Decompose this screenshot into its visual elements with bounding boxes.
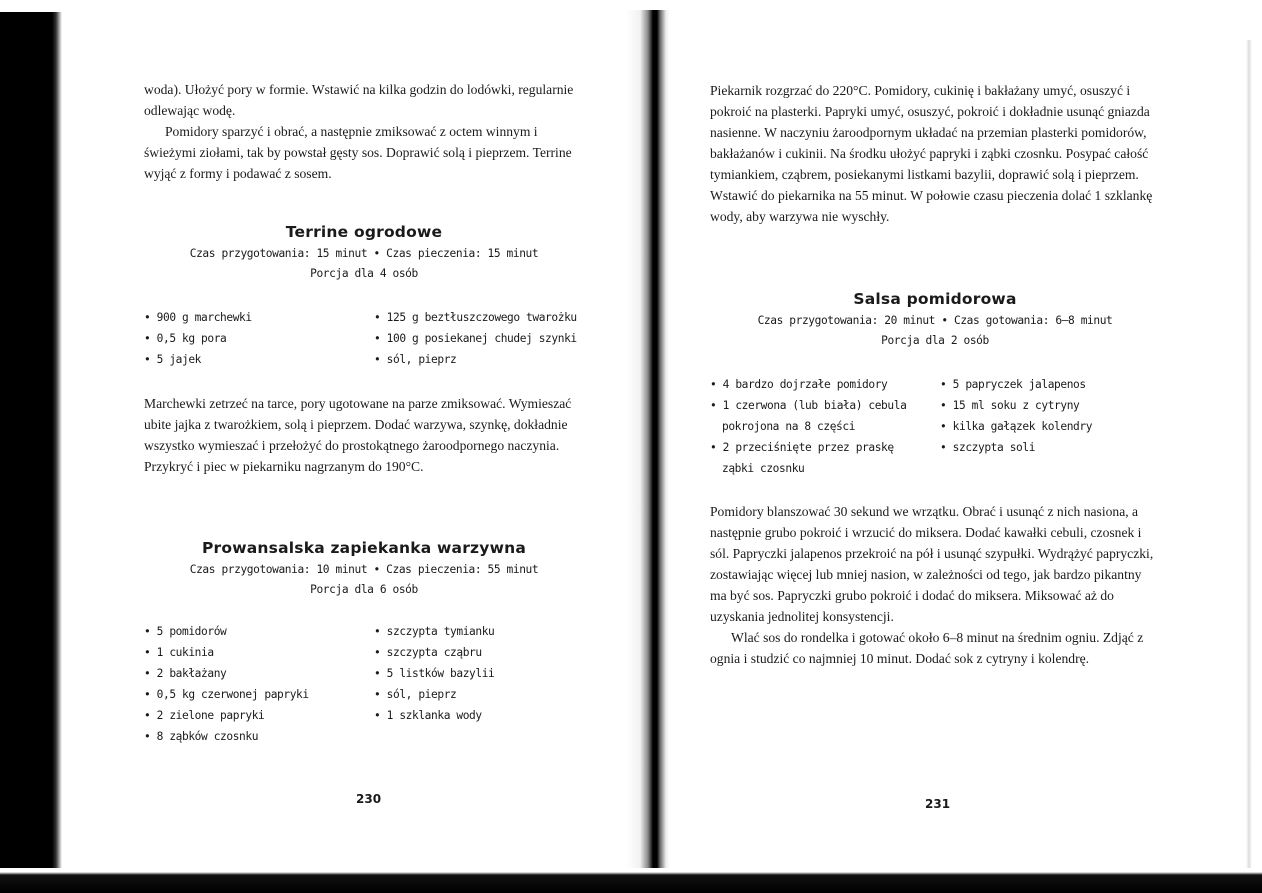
ingredient [710, 374, 940, 395]
ingredient: • szczypta soli [940, 437, 1092, 458]
ingredient: • 5 jajek [144, 349, 374, 370]
paragraph: Marchewki zetrzeć na tarce, pory ugotowane na parze zmiksować. Wymieszać ubite jajka z twarożkiem, solą i pieprzem. Dodać warzywa, szynkę, dokładnie wszystko wymieszać i przełożyć do prostokątnego żaroodpornego naczynia. Przykryć i piec w piekarniku nagrzanym do 190°C. [144, 396, 572, 474]
book-gutter [626, 10, 670, 880]
recipe-title: Terrine ogrodowe [285, 223, 443, 241]
recipe-time: Czas przygotowania: 15 minut • Czas pieczenia: 15 minut [189, 247, 539, 260]
ingredient: • 5 papryczek jalapenos [940, 374, 1092, 395]
recipe-servings: Porcja dla 2 osób [881, 334, 989, 347]
ingredient: • 900 g marchewki [144, 307, 374, 328]
recipe-title: Prowansalska zapiekanka warzywna [202, 539, 526, 557]
ingredient: • 0,5 kg czerwonej papryki [144, 684, 374, 705]
recipe-meta [710, 311, 1160, 351]
ingredient: • 0,5 kg pora [144, 328, 374, 349]
ingredients-column [374, 621, 494, 747]
ingredients-column [710, 374, 940, 479]
scan-edge-right [1240, 40, 1262, 880]
recipe-instructions [144, 393, 584, 477]
ingredient: • 15 ml soku z cytryny [940, 395, 1092, 416]
ingredient: • 100 g posiekanej chudej szynki [374, 328, 577, 349]
recipe-meta [144, 560, 584, 600]
ingredients-list [710, 374, 1160, 479]
ingredient [710, 437, 940, 479]
ingredient: • 2 bakłażany [144, 663, 374, 684]
ingredients-column [144, 621, 374, 747]
ingredients-list [144, 307, 584, 370]
ingredient [710, 395, 940, 437]
recipe-time: Czas przygotowania: 10 minut • Czas pieczenia: 55 minut [189, 563, 539, 576]
ingredient-text: 1 czerwona (lub biała) cebula [722, 399, 907, 412]
ingredient: • kilka gałązek kolendry [940, 416, 1092, 437]
ingredient: • 5 pomidorów [144, 621, 374, 642]
ingredients-column [374, 307, 577, 370]
scan-edge-bottom [0, 868, 1262, 893]
ingredient-text: 4 bardzo dojrzałe pomidory [722, 378, 888, 391]
left-intro-text [144, 79, 584, 184]
ingredient: • sól, pieprz [374, 349, 577, 370]
recipe-meta [144, 244, 584, 284]
paragraph: Pomidory sparzyć i obrać, a następnie zmiksować z octem winnym i świeżymi ziołami, tak by powstał gęsty sos. Doprawić solą i pieprzem. Terrine wyjąć z formy i podawać z sosem. [144, 124, 572, 181]
recipe-time: Czas przygotowania: 20 minut • Czas gotowania: 6–8 minut [757, 314, 1113, 327]
ingredient: • 5 listków bazylii [374, 663, 494, 684]
ingredient: • 1 szklanka wody [374, 705, 494, 726]
recipe-title: Salsa pomidorowa [853, 290, 1017, 308]
ingredients-column [144, 307, 374, 370]
ingredients-list [144, 621, 584, 747]
ingredient: • 125 g beztłuszczowego twarożku [374, 307, 577, 328]
recipe-servings: Porcja dla 6 osób [310, 583, 418, 596]
ingredient: • 1 cukinia [144, 642, 374, 663]
page-number: 230 [356, 792, 382, 806]
right-intro-text [710, 80, 1160, 227]
ingredient: • szczypta tymianku [374, 621, 494, 642]
page-number: 231 [925, 797, 951, 811]
paragraph: woda). Ułożyć pory w formie. Wstawić na kilka godzin do lodówki, regularnie odlewając wodę. [144, 82, 574, 118]
ingredient-continuation: ząbki czosnku [722, 462, 805, 475]
scan-edge-left [0, 0, 62, 893]
ingredient-continuation: pokrojona na 8 części [722, 420, 856, 433]
ingredients-column [940, 374, 1092, 479]
recipe-instructions [710, 501, 1160, 669]
paragraph: Piekarnik rozgrzać do 220°C. Pomidory, cukinię i bakłażany umyć, osuszyć i pokroić na plasterki. Papryki umyć, osuszyć, pokroić i dokładnie usunąć gniazda nasienne. W naczyniu żaroodpornym układać na przemian plasterki pomidorów, bakłażanów i cukinii. Na środku ułożyć papryki i ząbki czosnku. Posypać całość tymiankiem, cząbrem, posiekanymi listkami bazylii, doprawić solą i pieprzem. Wstawić do piekarnika na 55 minut. W połowie czasu pieczenia dolać 1 szklankę wody, aby warzywa nie wyschły. [710, 83, 1153, 224]
recipe-servings: Porcja dla 4 osób [310, 267, 418, 280]
paragraph: Pomidory blanszować 30 sekund we wrzątku. Obrać i usunąć z nich nasiona, a następnie grubo pokroić i wrzucić do miksera. Dodać kawałki cebuli, czosnek i sól. Papryczki jalapenos przekroić na pół i usunąć szypułki. Wydrążyć papryczki, zostawiając więcej lub mniej nasion, w zależności od tego, jak bardzo pikantny ma być sos. Papryczki grubo pokroić i dodać do miksera. Miksować aż do uzyskania jednolitej konsystencji. [710, 504, 1154, 624]
paragraph: Wlać sos do rondelka i gotować około 6–8 minut na średnim ogniu. Zdjąć z ognia i studzić co najmniej 10 minut. Dodać sok z cytryny i kolendrę. [710, 630, 1144, 666]
ingredient: • szczypta cząbru [374, 642, 494, 663]
ingredient: • 8 ząbków czosnku [144, 726, 374, 747]
ingredient: • 2 zielone papryki [144, 705, 374, 726]
ingredient-text: 2 przeciśnięte przez praskę [722, 441, 894, 454]
ingredient: • sól, pieprz [374, 684, 494, 705]
